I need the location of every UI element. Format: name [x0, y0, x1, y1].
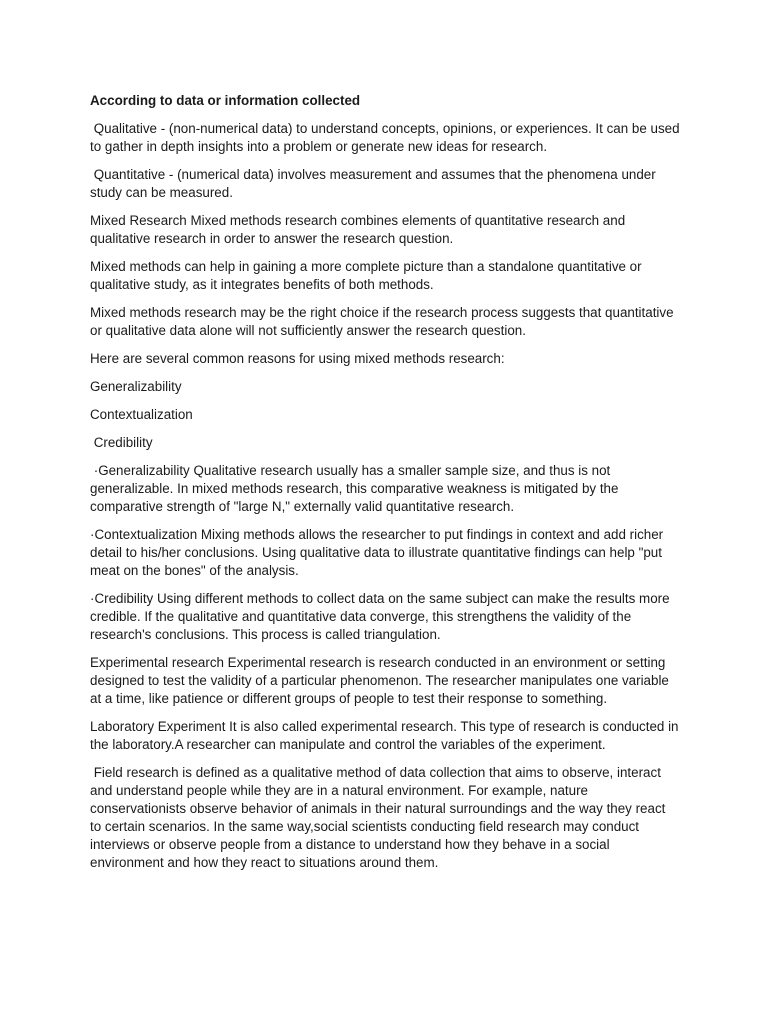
paragraph-field-research: Field research is defined as a qualitative method of data collection that aims to observe, interact and understand people while they are in a natural environment. For example, nature conservationists observe behavior of animals in their natural surroundings and the way they react to certain scenarios. In the same way,social scientists conducting field research may conduct interviews or observe people from a distance to understand how they behave in a social environment and how they react to situations around them. — [90, 765, 670, 870]
reason-contextualization: Contextualization — [90, 407, 193, 422]
paragraph-mixed-benefits: Mixed methods can help in gaining a more complete picture than a standalone quantitative or qualitative study, as it integrates benefits of both methods. — [90, 259, 642, 292]
reason-credibility: Credibility — [90, 435, 153, 450]
paragraph-generalizability-detail: ·Generalizability Qualitative research usually has a smaller sample size, and thus is not generalizable. In mixed methods research, this comparative weakness is mitigated by the comparative strength of "large N," externally valid quantitative research. — [90, 463, 623, 514]
paragraph-quantitative: Quantitative - (numerical data) involves measurement and assumes that the phenomena under study can be measured. — [90, 167, 660, 200]
paragraph-qualitative: Qualitative - (non-numerical data) to understand concepts, opinions, or experiences. It can be used to gather in depth insights into a problem or generate new ideas for research. — [90, 121, 684, 154]
document-page — [90, 92, 684, 882]
paragraph-experimental-research: Experimental research Experimental research is research conducted in an environment or setting designed to test the validity of a particular phenomenon. The researcher manipulates one variable at a time, like patience or different groups of people to test their response to something. — [90, 655, 669, 706]
paragraph-mixed-choice: Mixed methods research may be the right choice if the research process suggests that quantitative or qualitative data alone will not sufficiently answer the research question. — [90, 305, 674, 338]
paragraph-credibility-detail: ·Credibility Using different methods to collect data on the same subject can make the results more credible. If the qualitative and quantitative data converge, this strengthens the validity of the research's conclusions. This process is called triangulation. — [90, 591, 670, 642]
paragraph-mixed-research: Mixed Research Mixed methods research combines elements of quantitative research and qualitative research in order to answer the research question. — [90, 213, 626, 246]
paragraph-contextualization-detail: ·Contextualization Mixing methods allows the researcher to put findings in context and add richer detail to his/her conclusions. Using qualitative data to illustrate quantitative findings can help "put meat on the bones" of the analysis. — [90, 527, 664, 578]
reason-generalizability: Generalizability — [90, 379, 182, 394]
paragraph-reasons-intro: Here are several common reasons for using mixed methods research: — [90, 351, 505, 366]
section-heading: According to data or information collected — [90, 93, 361, 108]
paragraph-laboratory-experiment: Laboratory Experiment It is also called experimental research. This type of research is conducted in the laboratory.A researcher can manipulate and control the variables of the experiment. — [90, 719, 679, 752]
